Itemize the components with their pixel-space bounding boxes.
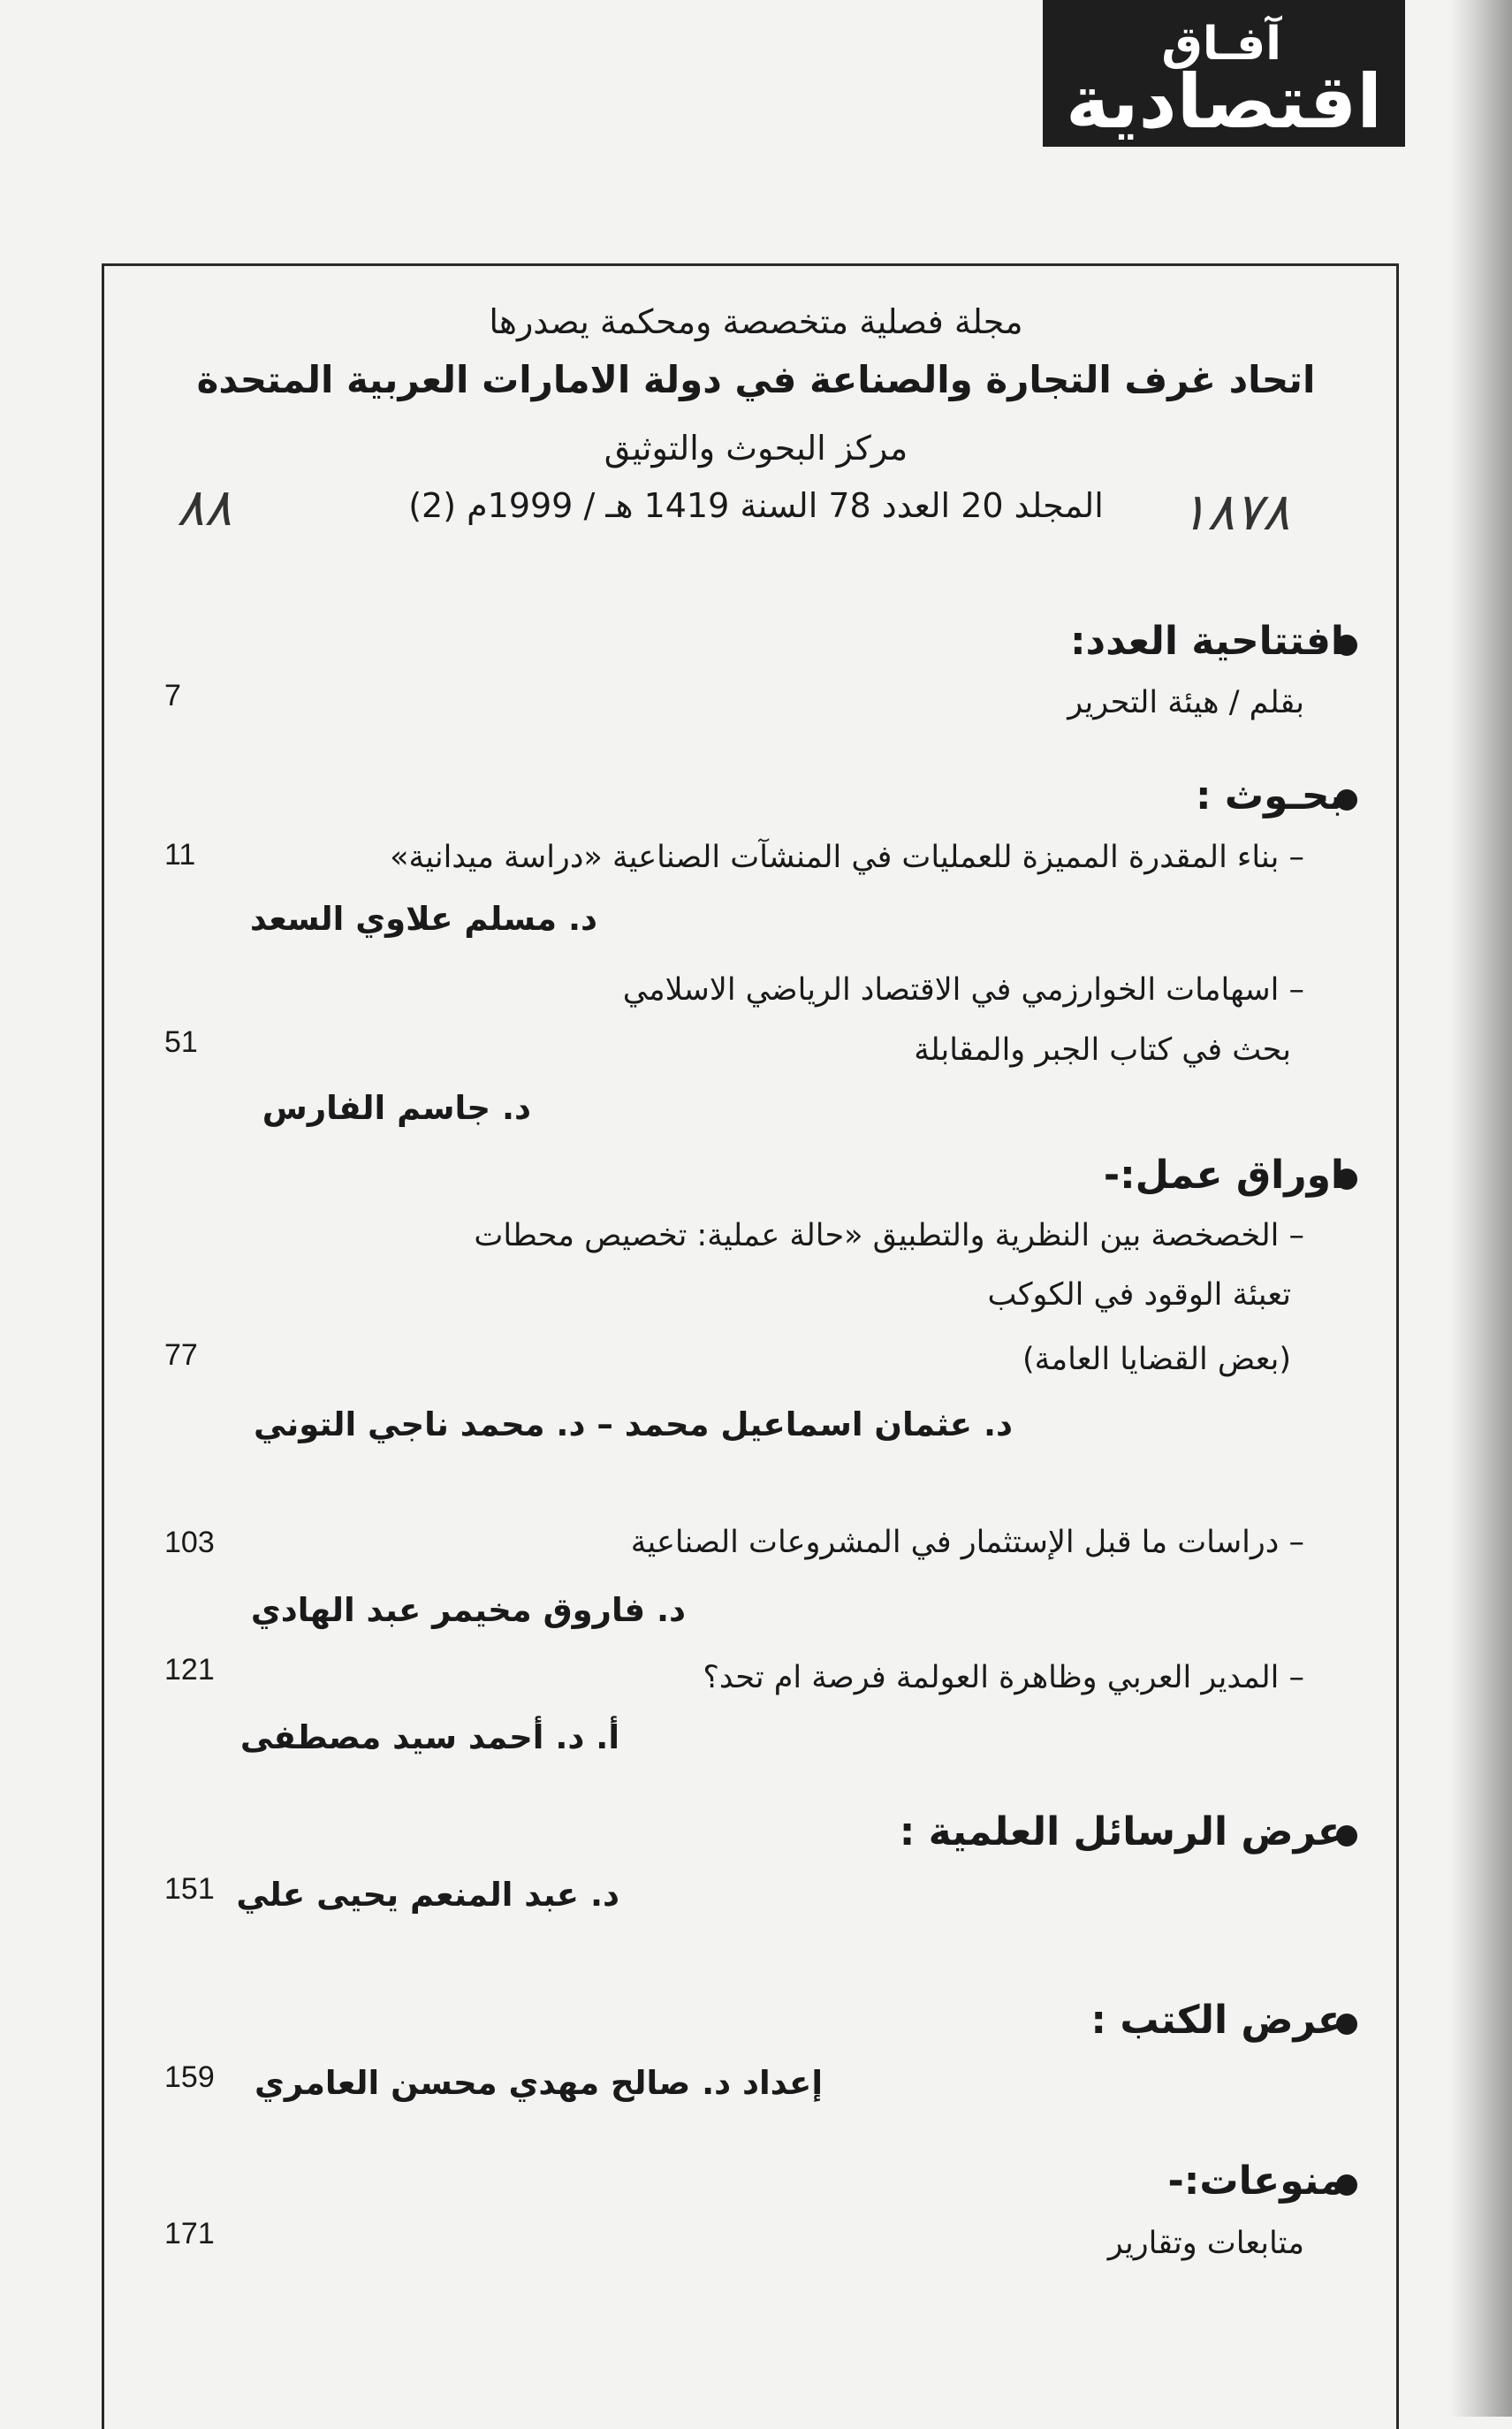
section-title-papers: اوراق عمل:- [1103,1153,1344,1198]
theses-author: د. عبد المنعم يحيى علي [236,1876,619,1914]
paper-2-author: د. فاروق مخيمر عبد الهادي [250,1591,686,1629]
misc-page: 171 [164,2217,215,2250]
paper-1-title-line3: (بعض القضايا العامة) [1022,1342,1291,1377]
research-2-page: 51 [164,1025,198,1059]
research-1-page: 11 [164,838,196,872]
logo-top-text: آفـاق [1161,18,1281,71]
research-1-author: د. مسلم علاوي السعد [249,900,597,938]
research-2-title-line1: – اسهامات الخوارزمي في الاقتصاد الرياضي الاسلامي [622,972,1304,1008]
books-page: 159 [164,2060,215,2094]
paper-1-title-line1: – الخصخصة بين النظرية والتطبيق «حالة عملية: تخصيص محطات [474,1218,1304,1253]
publisher-center: مركز البحوث والتوثيق [604,429,908,468]
handwritten-note-right: ١٨٧٨ [1180,482,1290,542]
misc-item: متابعات وتقارير [1107,2226,1304,2261]
paper-3-page: 121 [164,1653,215,1687]
journal-logo [1043,0,1405,147]
paper-3-title: – المدير العربي وظاهرة العولمة فرصة ام تحد؟ [703,1660,1304,1695]
editorial-page: 7 [164,679,181,712]
section-title-research: بحـوث : [1196,773,1344,819]
books-author: إعداد د. صالح مهدي محسن العامري [255,2064,823,2102]
section-title-misc: منوعات:- [1167,2159,1344,2204]
section-title-theses: عرض الرسائل العلمية : [899,1809,1344,1854]
section-title-books: عرض الكتب : [1090,1998,1344,2043]
publisher-intro: مجلة فصلية متخصصة ومحكمة يصدرها [489,302,1023,341]
publisher-name: اتحاد غرف التجارة والصناعة في دولة الامارات العربية المتحدة [196,358,1316,401]
research-1-title: – بناء المقدرة المميزة للعمليات في المنشآت الصناعية «دراسة ميدانية» [390,840,1304,875]
paper-1-title-line2: تعبئة الوقود في الكوكب [987,1277,1291,1313]
section-title-editorial: افتتاحية العدد: [1069,619,1344,664]
paper-2-page: 103 [164,1526,215,1559]
research-2-title-line2: بحث في كتاب الجبر والمقابلة [914,1032,1291,1068]
paper-3-author: أ. د. أحمد سيد مصطفى [239,1718,619,1756]
paper-2-title: – دراسات ما قبل الإستثمار في المشروعات الصناعية [630,1525,1304,1560]
editorial-item: بقلم / هيئة التحرير [1068,685,1304,720]
paper-1-authors: د. عثمان اسماعيل محمد – د. محمد ناجي التوني [253,1405,1013,1443]
handwritten-note-left: ٨٨ [177,477,232,537]
theses-page: 151 [164,1872,215,1906]
paper-1-page: 77 [164,1338,198,1372]
logo-main-text: اقتصادية [1066,58,1382,145]
issue-info: المجلد 20 العدد 78 السنة 1419 هـ / 1999م (2) [408,486,1104,525]
research-2-author: د. جاسم الفارس [262,1089,531,1127]
